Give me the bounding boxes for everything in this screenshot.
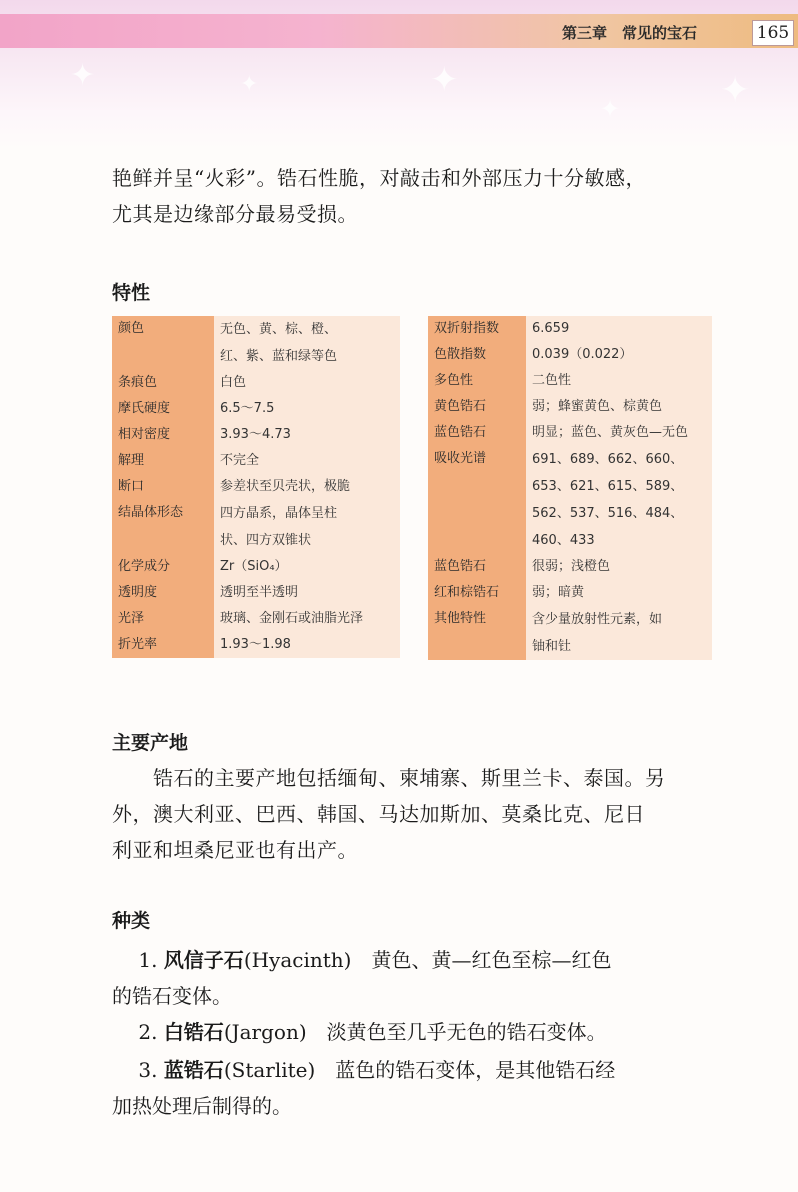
- property-key: 断口: [112, 474, 214, 500]
- property-value: [214, 316, 400, 370]
- variety-term: 蓝锆石: [163, 1058, 224, 1082]
- property-key: 摩氏硬度: [112, 396, 214, 422]
- property-key: 吸收光谱: [428, 446, 526, 554]
- property-value: [526, 554, 712, 580]
- property-value-line: 透明至半透明: [220, 585, 299, 600]
- property-value-line: 白色: [220, 375, 247, 390]
- property-value-line: 691、689、662、660、: [532, 452, 684, 467]
- property-value-line: 1.93～1.98: [220, 637, 291, 652]
- sparkle-decoration: ✦: [720, 70, 751, 111]
- property-row: [428, 394, 712, 420]
- property-value-line: Zr（SiO₄）: [220, 559, 288, 574]
- property-row: [428, 446, 712, 554]
- origin-paragraph: [112, 760, 666, 868]
- property-row: [112, 316, 400, 370]
- property-value-line: 562、537、516、484、: [532, 506, 684, 521]
- property-row: [112, 448, 400, 474]
- property-value-line: 0.039（0.022）: [532, 347, 633, 362]
- property-key: 透明度: [112, 580, 214, 606]
- property-row: [112, 500, 400, 554]
- property-row: [428, 342, 712, 368]
- property-value-line: 明显；蓝色、黄灰色—无色: [532, 425, 689, 440]
- property-key: 结晶体形态: [112, 500, 214, 554]
- property-key: 红和棕锆石: [428, 580, 526, 606]
- sparkle-decoration: ✦: [430, 60, 459, 100]
- chapter-title: 第三章 常见的宝石: [562, 24, 698, 42]
- property-value-line: 铀和钍: [532, 639, 572, 654]
- properties-table-left: [112, 316, 400, 658]
- variety-term: 白锆石: [163, 1020, 224, 1044]
- property-key: 相对密度: [112, 422, 214, 448]
- variety-description: 淡黄色至几乎无色的锆石变体。: [306, 1020, 607, 1044]
- property-value-line: 参差状至贝壳状，极脆: [220, 479, 351, 494]
- property-value: [214, 580, 400, 606]
- property-value-line: 二色性: [532, 373, 572, 388]
- variety-description-cont: 加热处理后制得的。: [112, 1094, 292, 1118]
- property-row: [428, 606, 712, 660]
- property-key: 光泽: [112, 606, 214, 632]
- property-value-line: 四方晶系，晶体呈柱: [220, 506, 338, 521]
- property-row: [428, 554, 712, 580]
- text-line: 外，澳大利亚、巴西、韩国、马达加斯加、莫桑比克、尼日: [112, 802, 645, 826]
- property-key: 化学成分: [112, 554, 214, 580]
- property-value: [214, 632, 400, 658]
- properties-table-right: [428, 316, 712, 660]
- property-value: [526, 394, 712, 420]
- property-value: [214, 370, 400, 396]
- property-row: [428, 420, 712, 446]
- property-value-line: 弱；暗黄: [532, 585, 585, 600]
- property-key: 其他特性: [428, 606, 526, 660]
- property-key: 解理: [112, 448, 214, 474]
- property-value: [214, 474, 400, 500]
- property-value: [214, 606, 400, 632]
- variety-term: 风信子石: [163, 948, 244, 972]
- page-number: 165: [752, 20, 794, 46]
- property-key: 颜色: [112, 316, 214, 370]
- intro-paragraph: [112, 160, 646, 232]
- property-key: 多色性: [428, 368, 526, 394]
- variety-english: (Starlite): [223, 1058, 316, 1082]
- property-value: [526, 420, 712, 446]
- sparkle-decoration: ✦: [240, 72, 259, 97]
- property-key: 条痕色: [112, 370, 214, 396]
- property-row: [112, 396, 400, 422]
- property-value-line: 6.659: [532, 321, 570, 336]
- variety-description: 黄色、黄—红色至棕—红色: [351, 948, 612, 972]
- sparkle-decoration: ✦: [70, 58, 96, 93]
- variety-english: (Hyacinth): [243, 948, 352, 972]
- variety-number: 1.: [138, 948, 158, 972]
- section-heading-origin: 主要产地: [112, 732, 189, 754]
- variety-number: 2.: [138, 1020, 158, 1044]
- property-row: [112, 606, 400, 632]
- property-value-line: 状、四方双锥状: [220, 533, 312, 548]
- property-row: [112, 580, 400, 606]
- text-line: 利亚和坦桑尼亚也有出产。: [112, 838, 358, 862]
- property-value: [526, 580, 712, 606]
- property-value: [214, 396, 400, 422]
- variety-number: 3.: [138, 1058, 158, 1082]
- variety-item: [112, 1014, 607, 1050]
- text-line: 艳鲜并呈“火彩”。锆石性脆，对敲击和外部压力十分敏感，: [112, 166, 646, 190]
- property-value-line: 653、621、615、589、: [532, 479, 684, 494]
- variety-english: (Jargon): [223, 1020, 307, 1044]
- property-value-line: 玻璃、金刚石或油脂光泽: [220, 611, 364, 626]
- property-value: [526, 446, 712, 554]
- section-heading-properties: 特性: [112, 282, 151, 304]
- property-value: [214, 500, 400, 554]
- variety-item: [112, 1052, 615, 1124]
- sparkle-decoration: ✦: [600, 95, 621, 123]
- property-row: [112, 370, 400, 396]
- property-row: [428, 580, 712, 606]
- property-value-line: 无色、黄、棕、橙、: [220, 322, 338, 337]
- property-row: [428, 368, 712, 394]
- property-key: 双折射指数: [428, 316, 526, 342]
- property-key: 蓝色锆石: [428, 420, 526, 446]
- text-line: 锆石的主要产地包括缅甸、柬埔寨、斯里兰卡、泰国。另: [112, 766, 666, 790]
- property-value: [214, 422, 400, 448]
- property-value: [526, 316, 712, 342]
- property-row: [112, 554, 400, 580]
- property-value: [214, 554, 400, 580]
- property-value-line: 460、433: [532, 533, 595, 548]
- text-line: 尤其是边缘部分最易受损。: [112, 202, 358, 226]
- property-value: [526, 606, 712, 660]
- variety-description: 蓝色的锆石变体，是其他锆石经: [315, 1058, 616, 1082]
- property-row: [112, 422, 400, 448]
- property-key: 蓝色锆石: [428, 554, 526, 580]
- property-value-line: 3.93～4.73: [220, 427, 291, 442]
- variety-item: [112, 942, 611, 1014]
- section-heading-varieties: 种类: [112, 910, 151, 932]
- property-value: [526, 342, 712, 368]
- property-value-line: 6.5～7.5: [220, 401, 275, 416]
- property-key: 黄色锆石: [428, 394, 526, 420]
- property-value-line: 不完全: [220, 453, 260, 468]
- property-key: 色散指数: [428, 342, 526, 368]
- property-value-line: 红、紫、蓝和绿等色: [220, 349, 338, 364]
- property-value-line: 含少量放射性元素，如: [532, 612, 663, 627]
- property-row: [428, 316, 712, 342]
- variety-description-cont: 的锆石变体。: [112, 984, 232, 1008]
- property-row: [112, 632, 400, 658]
- property-key: 折光率: [112, 632, 214, 658]
- property-value-line: 弱；蜂蜜黄色、棕黄色: [532, 399, 663, 414]
- property-row: [112, 474, 400, 500]
- property-value: [526, 368, 712, 394]
- property-value-line: 很弱；浅橙色: [532, 559, 611, 574]
- property-value: [214, 448, 400, 474]
